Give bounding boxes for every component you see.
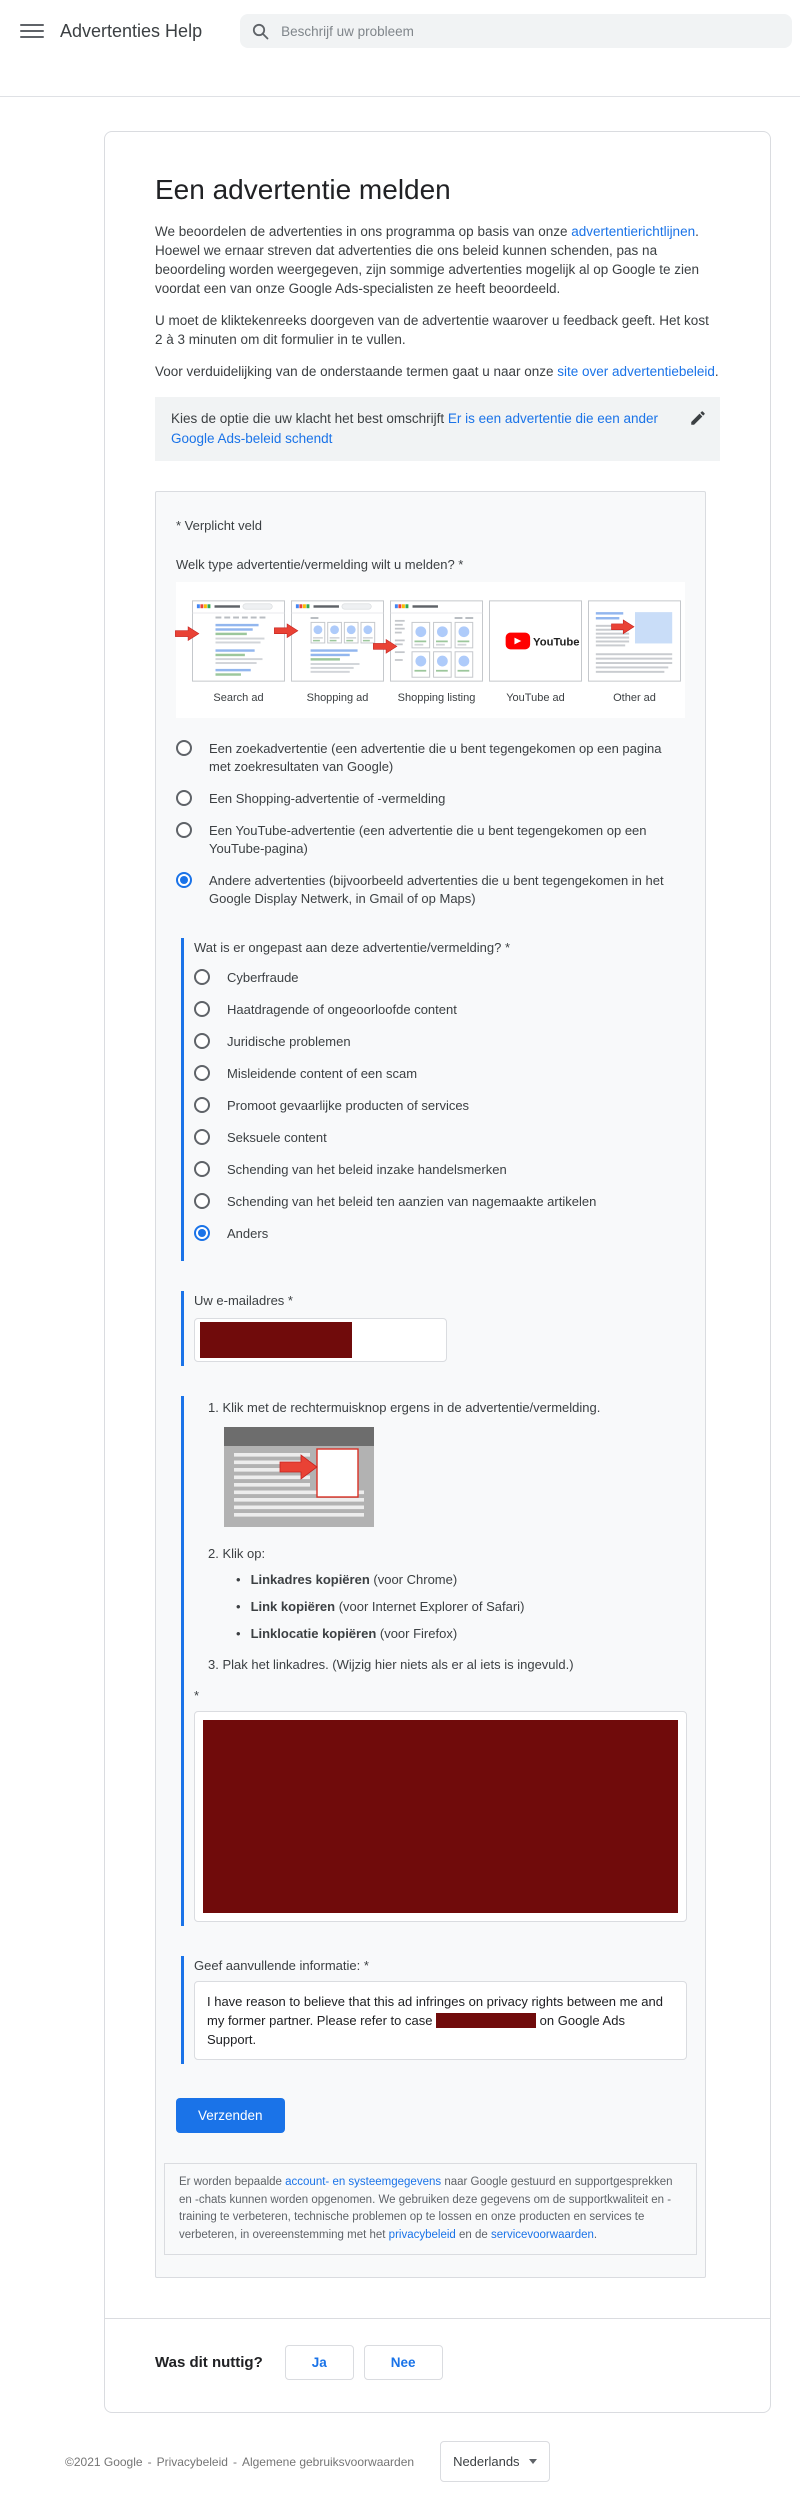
copy-option-ie-safari <box>236 1598 685 1616</box>
ad-url-section <box>181 1396 685 1926</box>
feedback-section <box>105 2318 770 2412</box>
issue-option[interactable] <box>194 969 685 987</box>
additional-info-text: I have reason to believe that this ad infringes on privacy rights between me and my former partner. Please refer to case <box>207 1994 663 2028</box>
ad-policy-site-link[interactable]: site over advertentiebeleid <box>557 364 715 379</box>
issue-option-label: Misleidende content of een scam <box>227 1066 418 1081</box>
ad-type-card-shopping-ad[interactable] <box>291 600 384 704</box>
issue-option[interactable] <box>194 1161 685 1179</box>
copy-option-text: Linkadres kopiëren (voor Chrome) <box>250 1572 458 1587</box>
radio-unchecked-icon[interactable] <box>176 822 192 838</box>
ad-type-option-youtube[interactable] <box>176 822 685 858</box>
ad-type-option-other[interactable] <box>176 872 685 908</box>
report-ad-card <box>104 131 771 2413</box>
ad-type-card-other[interactable] <box>588 600 681 704</box>
additional-info-section <box>181 1956 685 2064</box>
step-3-text: 3. Plak het linkadres. (Wijzig hier niets als er al iets is ingevuld.) <box>208 1657 574 1672</box>
copyright-text: ©2021 Google <box>65 2454 143 2469</box>
other-ad-thumbnail-icon <box>588 600 681 682</box>
language-selector[interactable] <box>440 2441 550 2482</box>
issue-option-anders[interactable] <box>194 1225 685 1243</box>
feedback-yes-button[interactable]: Ja <box>285 2345 354 2380</box>
intro-paragraph-3 <box>155 362 720 381</box>
shopping-listing-thumbnail-icon <box>390 600 483 682</box>
url-required-mark: * <box>194 1688 200 1703</box>
ad-type-option-search[interactable] <box>176 740 685 776</box>
copy-option-text: Link kopiëren (voor Internet Explorer of Safari) <box>250 1599 525 1614</box>
radio-unchecked-icon[interactable] <box>194 969 210 985</box>
ad-type-card-shopping-listing[interactable] <box>390 600 483 704</box>
radio-unchecked-icon[interactable] <box>194 1001 210 1017</box>
required-field-note: * Verplicht veld <box>176 518 262 533</box>
ad-type-option-shopping[interactable] <box>176 790 685 808</box>
disclaimer-text: naar Google gestuurd en supportgesprekken en -chats kunnen worden opgenomen. We gebruiken deze gegevens om de supportkwaliteit en -training te verbeteren, technische problemen op te lossen en onze producten en services te verbeteren, in overeenstemming met het <box>179 2176 673 2241</box>
redacted-case-number <box>436 2013 536 2028</box>
ad-type-option-label: Een YouTube-advertentie (een advertentie die u bent tegengekomen op een YouTube-pagina) <box>209 823 647 856</box>
language-selected-value: Nederlands <box>453 2454 520 2469</box>
issue-option[interactable] <box>194 1129 685 1147</box>
step-2-text: 2. Klik op: <box>208 1546 266 1561</box>
menu-icon[interactable] <box>20 19 44 43</box>
edit-icon[interactable] <box>688 409 708 429</box>
additional-info-field[interactable] <box>194 1981 687 2060</box>
footer-separator: - <box>232 2454 237 2469</box>
intro-text: . Hoewel we ernaar streven dat advertenties die ons beleid kunnen schenden, pas na beoordeling worden weergegeven, zijn sommige advertenties mogelijk al op Google te zien voordat een van onze Google Ads-specialisten ze heeft beoordeeld. <box>155 224 700 296</box>
intro-text: . <box>714 364 719 379</box>
ad-type-card-label: Other ad <box>613 692 656 704</box>
footer-privacy-link[interactable]: Privacybeleid <box>156 2454 228 2469</box>
footer-terms-link[interactable]: Algemene gebruiksvoorwaarden <box>241 2454 415 2469</box>
terms-of-service-link[interactable]: servicevoorwaarden <box>490 2228 594 2241</box>
issue-option-label: Promoot gevaarlijke producten of services <box>227 1098 470 1113</box>
issue-option-label: Seksuele content <box>227 1130 327 1145</box>
intro-text: Voor verduidelijking van de onderstaande termen gaat u naar onze <box>155 364 558 379</box>
intro-paragraph-1 <box>155 222 720 298</box>
radio-unchecked-icon[interactable] <box>194 1129 210 1145</box>
bullet-icon: • <box>236 1572 241 1587</box>
ad-type-card-label: Shopping listing <box>397 692 476 704</box>
issue-option-label: Anders <box>227 1226 269 1241</box>
app-header <box>0 0 800 97</box>
ad-type-thumbnails <box>176 582 685 718</box>
complaint-type-bar <box>155 397 720 461</box>
search-input[interactable] <box>279 23 780 40</box>
radio-unchecked-icon[interactable] <box>194 1097 210 1113</box>
issue-option[interactable] <box>194 1033 685 1051</box>
data-disclaimer <box>164 2163 697 2255</box>
disclaimer-text: en de <box>455 2228 491 2241</box>
radio-unchecked-icon[interactable] <box>194 1193 210 1209</box>
radio-unchecked-icon[interactable] <box>194 1065 210 1081</box>
copy-option-firefox <box>236 1625 685 1643</box>
ad-type-card-search[interactable] <box>192 600 285 704</box>
copy-option-chrome <box>236 1571 685 1589</box>
intro-text: We beoordelen de advertenties in ons programma op basis van onze <box>155 224 572 239</box>
complaint-type-label: Kies de optie die uw klacht het best omschrijft <box>171 411 445 426</box>
ad-type-option-label: Een Shopping-advertentie of -vermelding <box>209 791 446 806</box>
additional-info-text: on Google Ads Support. <box>207 2013 625 2047</box>
submit-button[interactable]: Verzenden <box>176 2098 285 2133</box>
issue-option-label: Haatdragende of ongeoorloofde content <box>227 1002 457 1017</box>
feedback-question: Was dit nuttig? <box>155 2354 263 2371</box>
ad-type-card-youtube[interactable] <box>489 600 582 704</box>
bullet-icon: • <box>236 1599 241 1614</box>
issue-option-label: Schending van het beleid inzake handelsmerken <box>227 1162 507 1177</box>
disclaimer-text: . <box>593 2228 598 2241</box>
radio-checked-icon[interactable] <box>176 872 192 888</box>
footer-separator: - <box>147 2454 152 2469</box>
issue-option-label: Schending van het beleid ten aanzien van nagemaakte artikelen <box>227 1194 597 1209</box>
right-click-illustration <box>224 1427 374 1527</box>
ad-url-field[interactable] <box>194 1711 687 1922</box>
ad-type-options <box>176 740 685 908</box>
account-system-data-link[interactable]: account- en systeemgegevens <box>285 2176 442 2188</box>
radio-unchecked-icon[interactable] <box>176 740 192 756</box>
search-icon <box>252 23 269 40</box>
issue-option-label: Juridische problemen <box>227 1034 351 1049</box>
radio-unchecked-icon[interactable] <box>194 1033 210 1049</box>
email-field[interactable] <box>194 1318 447 1362</box>
issue-option[interactable] <box>194 1001 685 1019</box>
intro-paragraph-2: U moet de kliktekenreeks doorgeven van de advertentie waarover u feedback geeft. Het kost 2 à 3 minuten om dit formulier in te vullen. <box>155 313 709 347</box>
issue-question: Wat is er ongepast aan deze advertentie/vermelding? * <box>194 940 511 955</box>
issue-option-label: Cyberfraude <box>227 970 299 985</box>
radio-unchecked-icon[interactable] <box>176 790 192 806</box>
youtube-ad-thumbnail-icon <box>489 600 582 682</box>
search-bar[interactable] <box>240 14 792 48</box>
issue-option[interactable] <box>194 1065 685 1083</box>
page-title: Een advertentie melden <box>155 174 451 205</box>
ad-type-card-label: Search ad <box>213 692 264 704</box>
ad-type-option-label: Een zoekadvertentie (een advertentie die u bent tegengekomen op een pagina met zoekresultaten van Google) <box>209 741 662 774</box>
ad-guidelines-link[interactable]: advertentierichtlijnen <box>571 224 696 239</box>
disclaimer-text: Er worden bepaalde <box>179 2176 286 2188</box>
privacy-policy-link[interactable]: privacybeleid <box>388 2228 456 2241</box>
redacted-url-value <box>203 1720 678 1913</box>
email-section <box>181 1291 685 1366</box>
redacted-email-value <box>200 1322 352 1358</box>
search-ad-thumbnail-icon <box>192 600 285 682</box>
ad-type-option-label: Andere advertenties (bijvoorbeeld advertenties die u bent tegengekomen in het Google Display Netwerk, in Gmail of op Maps) <box>209 873 664 906</box>
issue-section <box>181 938 685 1261</box>
bullet-icon: • <box>236 1626 241 1641</box>
ad-type-card-label: Shopping ad <box>306 692 369 704</box>
complaint-type-selection-link[interactable]: Er is een advertentie die een ander Google Ads-beleid schendt <box>171 411 659 446</box>
radio-unchecked-icon[interactable] <box>194 1161 210 1177</box>
dropdown-caret-icon <box>529 2459 537 2464</box>
youtube-logo-text: YouTube <box>533 636 580 649</box>
email-label: Uw e-mailadres * <box>194 1293 293 1308</box>
issue-option[interactable] <box>194 1193 685 1211</box>
additional-info-label: Geef aanvullende informatie: * <box>194 1958 369 1973</box>
report-form <box>155 491 706 2278</box>
app-title: Advertenties Help <box>60 20 203 41</box>
page-footer <box>0 2413 800 2504</box>
radio-checked-icon[interactable] <box>194 1225 210 1241</box>
feedback-no-button[interactable]: Nee <box>364 2345 443 2380</box>
ad-type-card-label: YouTube ad <box>506 692 565 704</box>
ad-type-question: Welk type advertentie/vermelding wilt u melden? * <box>176 557 464 572</box>
step-1-text: 1. Klik met de rechtermuisknop ergens in de advertentie/vermelding. <box>208 1400 601 1415</box>
shopping-ad-thumbnail-icon <box>291 600 384 682</box>
copy-option-text: Linklocatie kopiëren (voor Firefox) <box>250 1626 458 1641</box>
issue-option[interactable] <box>194 1097 685 1115</box>
